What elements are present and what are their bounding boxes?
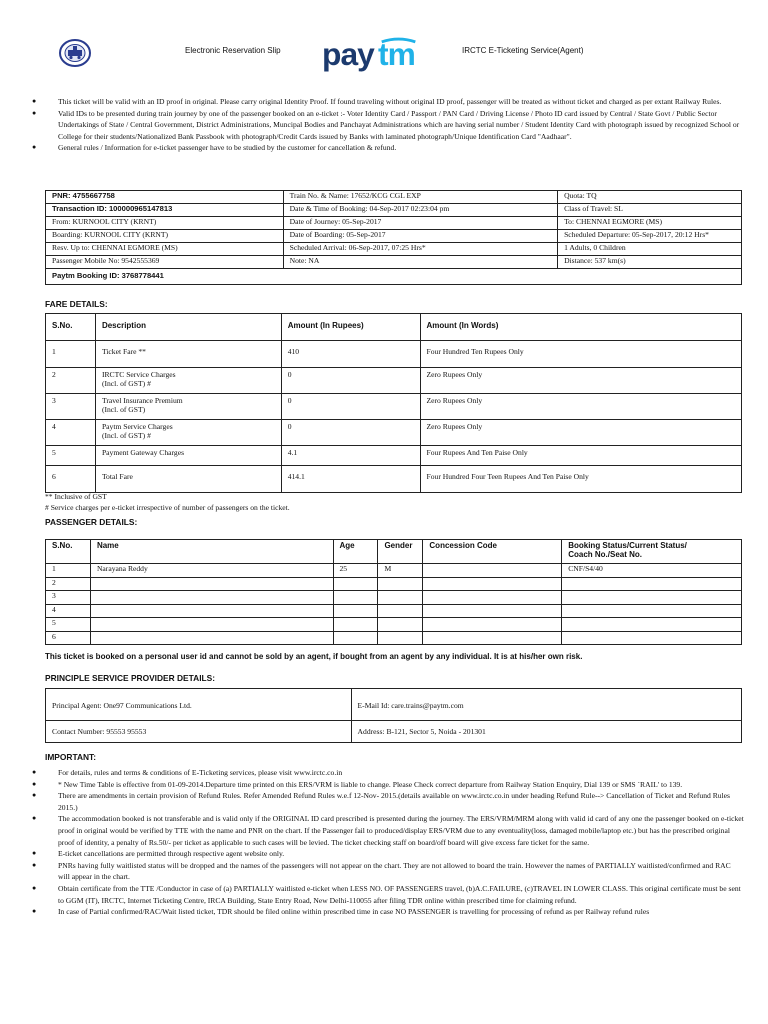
pax-header-status: Booking Status/Current Status/ Coach No./Seat No.	[562, 540, 742, 564]
list-item: ● There are amendments in certain provision of Refund Rules. Refer Amended Refund Rules w.e.f 12-Nov- 2015.(details available on www.irctc.co.in under heading Refund Rule--> Cancellation of Ticket and Refund Rules 2015.)	[32, 790, 744, 813]
fare-amount: 410	[281, 341, 420, 368]
passenger-row	[46, 577, 742, 591]
passenger-header-row	[46, 540, 742, 564]
indian-railways-emblem-icon	[58, 38, 92, 68]
pax-sno: 6	[46, 631, 91, 645]
fare-row	[46, 368, 742, 394]
pax-name	[90, 618, 333, 632]
train-name: Train No. & Name: 17652/KCG CGL EXP	[283, 191, 557, 204]
to-station: To: CHENNAI EGMORE (MS)	[558, 217, 742, 230]
pax-sno: 1	[46, 564, 91, 578]
list-item: ● The accommodation booked is not transferable and is valid only if the ORIGINAL ID card prescribed is presented during the journey. The ERS/VRM/MRM along with valid id card of any one the passenger booked on e-ticket proof in original would be verified by TTE with the name and PNR on the chart. If the Passenger fail to produced/display ERS/VRM due to any eventuality(loss, damaged mobile/laptop etc.) but has the prescribed original proof of identity, a penalty of Rs.50/- per ticket as applicable to such cases will be levied. The ticket checking staff on board/off board will give excess fare ticket for the same.	[32, 813, 744, 848]
fare-amount: 0	[281, 394, 420, 420]
reservation-upto: Resv. Up to: CHENNAI EGMORE (MS)	[46, 243, 284, 256]
list-item: ● General rules / Information for e-ticket passenger have to be studied by the customer for cancellation & refund.	[32, 142, 744, 154]
mobile-number: Passenger Mobile No: 9542555369	[46, 256, 284, 269]
important-heading: IMPORTANT:	[45, 752, 97, 762]
pax-age	[333, 591, 378, 605]
fare-rows	[46, 341, 742, 493]
list-item: ● PNRs having fully waitlisted status will be dropped and the names of the passengers will not appear on the chart. They are not allowed to board the train. However the names of PARTIALLY waitlisted/confirmed and RAC will appear in the chart.	[32, 860, 744, 883]
intro-bullets	[32, 96, 744, 154]
pax-name	[90, 577, 333, 591]
fare-sno: 4	[46, 420, 96, 446]
pax-status: CNF/S4/40	[562, 564, 742, 578]
departure-time: Scheduled Departure: 05-Sep-2017, 20:12 Hrs*	[558, 230, 742, 243]
provider-contact: Contact Number: 95553 95553	[46, 721, 352, 743]
passenger-row	[46, 618, 742, 632]
note: Note: NA	[283, 256, 557, 269]
fare-words: Zero Rupees Only	[420, 368, 741, 394]
passenger-row	[46, 591, 742, 605]
quota: Quota: TQ	[558, 191, 742, 204]
fare-sno: 6	[46, 466, 96, 493]
travel-class: Class of Travel: SL	[558, 204, 742, 217]
fare-sno: 3	[46, 394, 96, 420]
pax-name: Narayana Reddy	[90, 564, 333, 578]
pax-concession	[423, 604, 562, 618]
pax-age	[333, 618, 378, 632]
fare-details-heading: FARE DETAILS:	[45, 299, 108, 309]
fare-sno: 1	[46, 341, 96, 368]
from-station: From: KURNOOL CITY (KRNT)	[46, 217, 284, 230]
pax-sno: 3	[46, 591, 91, 605]
document-title: Electronic Reservation Slip	[185, 46, 281, 55]
journey-date: Date of Journey: 05-Sep-2017	[283, 217, 557, 230]
pax-name	[90, 591, 333, 605]
pax-concession	[423, 564, 562, 578]
fare-amount: 0	[281, 420, 420, 446]
svg-text:pay: pay	[322, 36, 374, 73]
pax-gender	[378, 618, 423, 632]
pax-status	[562, 618, 742, 632]
pax-sno: 4	[46, 604, 91, 618]
fare-description: Payment Gateway Charges	[95, 446, 281, 466]
pax-sno: 5	[46, 618, 91, 632]
pax-gender: M	[378, 564, 423, 578]
fare-row	[46, 420, 742, 446]
list-item: ● * New Time Table is effective from 01-09-2014.Departure time printed on this ERS/VRM is liable to change. Please Check correct departure from Railway Station Enquiry, Dial 139 or SMS `RAIL' to 139.	[32, 779, 744, 791]
pax-concession	[423, 631, 562, 645]
fare-row	[46, 341, 742, 368]
pax-status	[562, 591, 742, 605]
paytm-logo	[322, 34, 434, 74]
pax-age	[333, 631, 378, 645]
pax-age: 25	[333, 564, 378, 578]
provider-email: E-Mail Id: care.trains@paytm.com	[351, 689, 741, 721]
passenger-table	[45, 539, 742, 645]
list-item: ● For details, rules and terms & conditions of E-Ticketing services, please visit www.irctc.co.in	[32, 767, 744, 779]
principal-agent: Principal Agent: One97 Communications Ltd.	[46, 689, 352, 721]
provider-address: Address: B-121, Sector 5, Noida - 201301	[351, 721, 741, 743]
pax-age	[333, 577, 378, 591]
booking-time: Date & Time of Booking: 04-Sep-2017 02:23:04 pm	[283, 204, 557, 217]
pax-header-age: Age	[333, 540, 378, 564]
pax-concession	[423, 577, 562, 591]
arrival-time: Scheduled Arrival: 06-Sep-2017, 07:25 Hrs*	[283, 243, 557, 256]
pax-header-sno: S.No.	[46, 540, 91, 564]
pax-gender	[378, 577, 423, 591]
pax-status	[562, 604, 742, 618]
fare-words: Zero Rupees Only	[420, 394, 741, 420]
fare-sno: 2	[46, 368, 96, 394]
pax-header-name: Name	[90, 540, 333, 564]
provider-table	[45, 688, 742, 743]
gst-note: ** Inclusive of GST	[45, 492, 107, 501]
service-charge-note: # Service charges per e-ticket irrespective of number of passengers on the ticket.	[45, 503, 290, 512]
svg-text:tm: tm	[378, 36, 415, 73]
paytm-booking-id: Paytm Booking ID: 3768778441	[46, 269, 742, 285]
pax-gender	[378, 631, 423, 645]
pax-sno: 2	[46, 577, 91, 591]
provider-details-heading: PRINCIPLE SERVICE PROVIDER DETAILS:	[45, 673, 216, 683]
pax-concession	[423, 618, 562, 632]
list-item: ● E-ticket cancellations are permitted through respective agent website only.	[32, 848, 744, 860]
resale-warning: This ticket is booked on a personal user id and cannot be sold by an agent, if bought from an agent by any individual. It is at his/her own risk.	[45, 652, 583, 661]
list-item: ● This ticket will be valid with an ID proof in original. Please carry original Identity Proof. If found traveling without original ID proof, passenger will be treated as without ticket and charged as per extant Railway Rules.	[32, 96, 744, 108]
passenger-row	[46, 631, 742, 645]
journey-details-table	[45, 190, 742, 285]
pax-header-concession: Concession Code	[423, 540, 562, 564]
fare-words: Four Hundred Ten Rupees Only	[420, 341, 741, 368]
list-item: ● Obtain certificate from the TTE /Conductor in case of (a) PARTIALLY waitlisted e-ticket when LESS NO. OF PASSENGERS travel, (b)A.C.FAILURE, (c)TRAVEL IN LOWER CLASS. This original certificate must be sent to GGM (IT), IRCTC, Internet Ticketing Centre, IRCA Building, State Entry Road, New Delhi-110055 after filing TDR online within prescribed time for claiming refund.	[32, 883, 744, 906]
passenger-details-heading: PASSENGER DETAILS:	[45, 517, 138, 527]
pax-header-gender: Gender	[378, 540, 423, 564]
boarding-station: Boarding: KURNOOL CITY (KRNT)	[46, 230, 284, 243]
pnr: PNR: 4755667758	[46, 191, 284, 204]
fare-amount: 4.1	[281, 446, 420, 466]
fare-description: Total Fare	[95, 466, 281, 493]
fare-header-sno: S.No.	[46, 314, 96, 341]
distance: Distance: 537 km(s)	[558, 256, 742, 269]
fare-words: Four Hundred Four Teen Rupees And Ten Paise Only	[420, 466, 741, 493]
pax-status	[562, 577, 742, 591]
pax-name	[90, 604, 333, 618]
fare-words: Four Rupees And Ten Paise Only	[420, 446, 741, 466]
fare-description: Travel Insurance Premium (Incl. of GST)	[95, 394, 281, 420]
fare-table	[45, 313, 742, 493]
pax-name	[90, 631, 333, 645]
pax-age	[333, 604, 378, 618]
fare-header-words: Amount (In Words)	[420, 314, 741, 341]
important-bullets	[32, 767, 744, 918]
transaction-id: Transaction ID: 100000965147813	[46, 204, 284, 217]
fare-amount: 414.1	[281, 466, 420, 493]
service-title: IRCTC E-Ticketing Service(Agent)	[462, 46, 584, 55]
fare-row	[46, 394, 742, 420]
pax-gender	[378, 604, 423, 618]
pax-status	[562, 631, 742, 645]
passenger-rows	[46, 564, 742, 645]
fare-header-description: Description	[95, 314, 281, 341]
fare-amount: 0	[281, 368, 420, 394]
fare-header-amount: Amount (In Rupees)	[281, 314, 420, 341]
boarding-date: Date of Boarding: 05-Sep-2017	[283, 230, 557, 243]
fare-description: IRCTC Service Charges (Incl. of GST) #	[95, 368, 281, 394]
fare-words: Zero Rupees Only	[420, 420, 741, 446]
list-item: ● In case of Partial confirmed/RAC/Wait listed ticket, TDR should be filed online within prescribed time in case NO PASSENGER is travelling for processing of refund as per Railway refund rules	[32, 906, 744, 918]
fare-description: Paytm Service Charges (Incl. of GST) #	[95, 420, 281, 446]
fare-description: Ticket Fare **	[95, 341, 281, 368]
pax-concession	[423, 591, 562, 605]
list-item: ● Valid IDs to be presented during train journey by one of the passenger booked on an e-ticket :- Voter Identity Card / Passport / PAN Card / Driving License / Photo ID card issued by Central / State Govt / Public Sector Undertakings of State / Central Government, District Administrations, Muncipal Bodies and Panchayat Administrations which are having serial number / Student Identity Card with photograph issued by recognized School or College for their students/Nationalized Bank Passbook with photograph/Credit Cards issued by Banks with laminated photograph/Unique Identification Card "Aadhaar".	[32, 108, 744, 143]
passenger-row	[46, 564, 742, 578]
passenger-count: 1 Adults, 0 Children	[558, 243, 742, 256]
fare-row	[46, 446, 742, 466]
pax-gender	[378, 591, 423, 605]
passenger-row	[46, 604, 742, 618]
fare-sno: 5	[46, 446, 96, 466]
fare-row	[46, 466, 742, 493]
